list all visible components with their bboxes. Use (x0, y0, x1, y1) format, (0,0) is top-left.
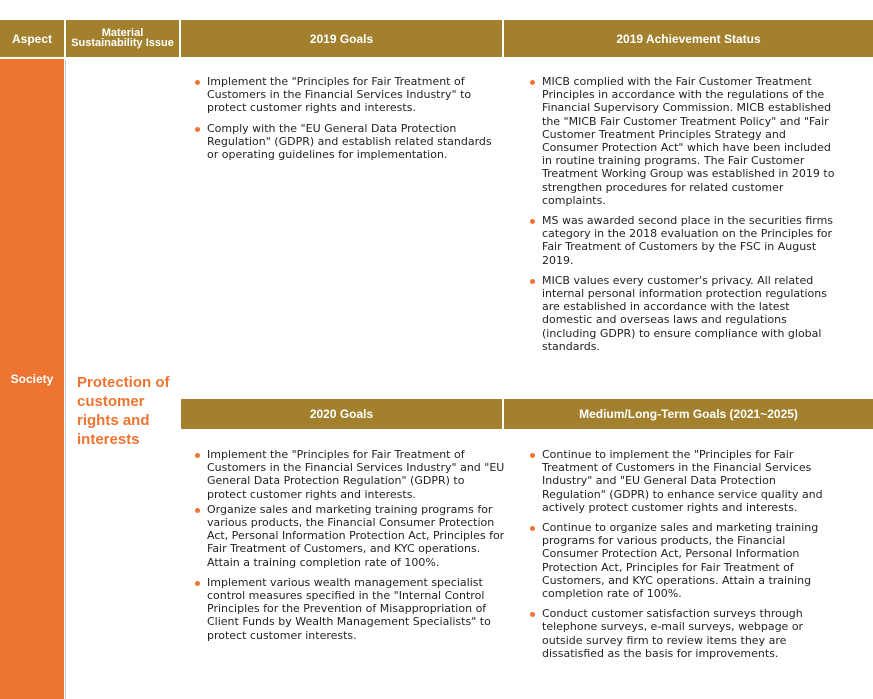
header-2019-goals: 2019 Goals (181, 20, 502, 57)
list-item: Conduct customer satisfaction surveys through telephone surveys, e-mail surveys, webpage or outside survey firm to review items they are dissatisfied as the basis for improvements. (528, 607, 840, 660)
header-2020-goals: 2020 Goals (181, 399, 502, 429)
achievement-2019-list (528, 75, 840, 360)
list-item: Organize sales and marketing training programs for various products, the Financial Consumer Protection Act, Personal Information Protection Act, Principles for Fair Treatment of Customers, and KYC operations. Attain a training completion rate of 100%. (193, 503, 505, 569)
list-item: Continue to implement the "Principles for Fair Treatment of Customers in the Financial Services Industry" and "EU General Data Protection Regulation" (GDPR) to enhance service quality and actively protect customer rights and interests. (528, 448, 840, 514)
list-item: Continue to organize sales and marketing training programs for various products, the Financial Consumer Protection Act, Personal Information Protection Act, Principles for Fair Treatment of Customers, and KYC operations. Attain a training completion rate of 100%. (528, 521, 840, 600)
header-midlong-goals: Medium/Long-Term Goals (2021~2025) (504, 399, 873, 429)
midlong-goals-list (528, 448, 840, 667)
goals-2020-list (193, 448, 505, 649)
list-item: MICB complied with the Fair Customer Treatment Principles in accordance with the regulations of the Financial Supervisory Commission. MICB established the "MICB Fair Customer Treatment Policy" and "Fair Customer Treatment Principles Strategy and Consumer Protection Act" which have been included in routine training programs. The Fair Customer Treatment Working Group was established in 2019 to strengthen procedures for related customer complaints. (528, 75, 840, 207)
material-issue-title: Protection of customer rights and interests (77, 374, 170, 448)
goals-2019-list (193, 75, 503, 168)
list-item: Implement various wealth management specialist control measures specified in the "Internal Control Principles for the Prevention of Misappropriation of Client Funds by Wealth Management Specialists" to protect customer interests. (193, 576, 505, 642)
header-material-issue: Material Sustainability Issue (66, 20, 179, 57)
list-item: MICB values every customer's privacy. All related internal personal information protection regulations are established in accordance with the latest domestic and overseas laws and regulations (including GDPR) to ensure compliance with global standards. (528, 274, 840, 353)
list-item: Comply with the "EU General Data Protection Regulation" (GDPR) and establish related standards or operating guidelines for implementation. (193, 122, 503, 162)
header-aspect: Aspect (0, 20, 64, 57)
list-item: MS was awarded second place in the securities firms category in the 2018 evaluation on the Principles for Fair Treatment of Customers by the FSC in August 2019. (528, 214, 840, 267)
header-2019-achievement: 2019 Achievement Status (504, 20, 873, 57)
aspect-cell (0, 59, 64, 699)
column-divider (65, 59, 66, 699)
list-item: Implement the "Principles for Fair Treatment of Customers in the Financial Services Industry" to protect customer rights and interests. (193, 75, 503, 115)
list-item: Implement the "Principles for Fair Treatment of Customers in the Financial Services Industry" and "EU General Data Protection Regulation" (GDPR) to protect customer rights and interests. (193, 448, 505, 501)
aspect-label: Society (10, 372, 54, 386)
